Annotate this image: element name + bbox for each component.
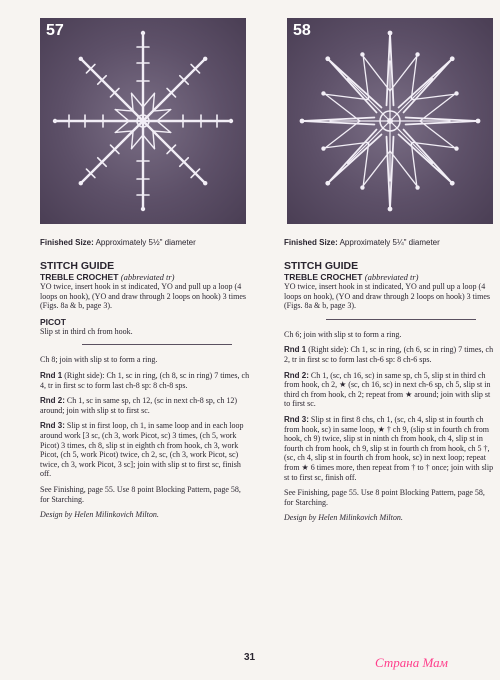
round-1-text: (Right side): Ch 1, sc in ring, (ch 6, sc in ring) 7 times, ch 2, tr in first sc to form last ch-6 sp: 8 ch-6 sps.: [284, 345, 494, 364]
round-2: [284, 371, 494, 409]
finished-size: [284, 238, 494, 247]
round-1-label: Rnd 1: [40, 370, 63, 380]
treble-crochet-text: YO twice, insert hook in st indicated, YO and pull up a loop (4 loops on hook), (YO and draw through 2 loops on hook) 3 times (Figs. 8a & b, page 3).: [40, 282, 246, 311]
start-instruction: Ch 8; join with slip st to form a ring.: [40, 355, 158, 365]
snowflake-58-image: [287, 18, 493, 224]
round-1: [284, 345, 494, 364]
round-3-label: Rnd 3:: [284, 414, 309, 424]
round-3-label: Rnd 3:: [40, 421, 65, 431]
treble-crochet-heading: [40, 272, 250, 282]
finished-size-label: Finished Size:: [284, 238, 338, 247]
stitch-guide-title: STITCH GUIDE: [40, 260, 115, 272]
section-divider: [82, 344, 232, 345]
stitch-guide-title: STITCH GUIDE: [284, 260, 359, 272]
treble-crochet-abbrev: (abbreviated tr): [364, 272, 419, 282]
round-2: [40, 396, 250, 415]
picot-text: Slip st in third ch from hook.: [40, 326, 133, 336]
treble-crochet-abbrev: (abbreviated tr): [120, 272, 175, 282]
picot-title: PICOT: [40, 316, 66, 327]
start-instruction: Ch 6; join with slip st to form a ring.: [284, 329, 402, 339]
page-number: 31: [244, 652, 256, 663]
round-1-text: (Right side): Ch 1, sc in ring, (ch 8, sc in ring) 7 times, ch 4, tr in first sc to form last ch-8 sp: 8 ch-8 sps.: [40, 370, 250, 390]
pattern-number: 57: [46, 22, 64, 39]
snowflake-57-image: [40, 18, 246, 224]
snowflake-57-photo: [40, 18, 246, 224]
pattern-57-instructions: [40, 238, 250, 520]
finished-size-label: Finished Size:: [40, 238, 94, 247]
treble-crochet-title: TREBLE CROCHET: [284, 272, 363, 282]
treble-crochet-text: YO twice, insert hook in st indicated, YO and pull up a loop (4 loops on hook), (YO and draw through 2 loops on hook) 3 times (Figs. 8a & b, page 3).: [284, 282, 490, 311]
watermark: Страна Мам: [375, 655, 448, 670]
finished-size-value: Approximately 5½" diameter: [95, 238, 196, 247]
round-3-text: Slip st in first loop, ch 1, in same loop and in each loop around work [3 sc, (ch 3, work Picot, sc) 3 times, (ch 5, work Picot) 3 times, ch 8, slip st in eighth ch from hook, ch 3, work Picot, (ch 5, work Picot) twice, ch 2, sc, (ch 3, work Picot, sc) twice, ch 3, work Picot, 3 sc]; join with slip st to first sc, finish off.: [40, 421, 244, 479]
round-2-label: Rnd 2:: [284, 370, 309, 380]
round-2-text: Ch 1, (sc, ch 16, sc) in same sp, ch 5, slip st in third ch from hook, ch 2, ★ (sc, ch 16, sc) in next ch-6 sp, ch 5, slip st in third ch from hook, ch 2; repeat from ★ around; join with slip st to first sc.: [284, 370, 491, 409]
finishing-note: See Finishing, page 55. Use 8 point Blocking Pattern, page 58, for Starching.: [284, 488, 485, 507]
round-3-text: Slip st in first 8 chs, ch 1, (sc, ch 4, slip st in fourth ch from hook, sc) in same loop, ★ † ch 9, (slip st in fourth ch from hook, ch 9) twice, slip st in ninth ch from hook, ch 4, slip st in fourth ch from hook, ch 9, slip st in fourth ch from hook, ch 5 †, (sc, ch 4, slip st in fourth ch from hook, sc) in next loop; repeat from ★ 6 times more, then repeat from † to † once; join with slip st to first sc, finish off.: [284, 414, 494, 482]
pattern-58-instructions: [284, 238, 494, 523]
round-2-label: Rnd 2:: [40, 396, 65, 406]
round-1: [40, 371, 250, 390]
treble-crochet-heading: [284, 272, 494, 282]
treble-crochet-title: TREBLE CROCHET: [40, 272, 119, 282]
section-divider: [326, 319, 476, 320]
design-credit: Design by Helen Milinkovich Milton.: [284, 513, 403, 523]
pattern-number: 58: [293, 22, 311, 39]
snowflake-58-photo: [287, 18, 493, 224]
round-1-label: Rnd 1: [284, 345, 307, 355]
round-3: [40, 421, 250, 479]
design-credit: Design by Helen Milinkovich Milton.: [40, 510, 159, 520]
finished-size: [40, 238, 250, 247]
round-2-text: Ch 1, sc in same sp, ch 12, (sc in next ch-8 sp, ch 12) around; join with slip st to first sc.: [40, 396, 238, 415]
finished-size-value: Approximately 5¼" diameter: [339, 238, 440, 247]
round-3: [284, 415, 494, 482]
finishing-note: See Finishing, page 55. Use 8 point Blocking Pattern, page 58, for Starching.: [40, 484, 241, 504]
